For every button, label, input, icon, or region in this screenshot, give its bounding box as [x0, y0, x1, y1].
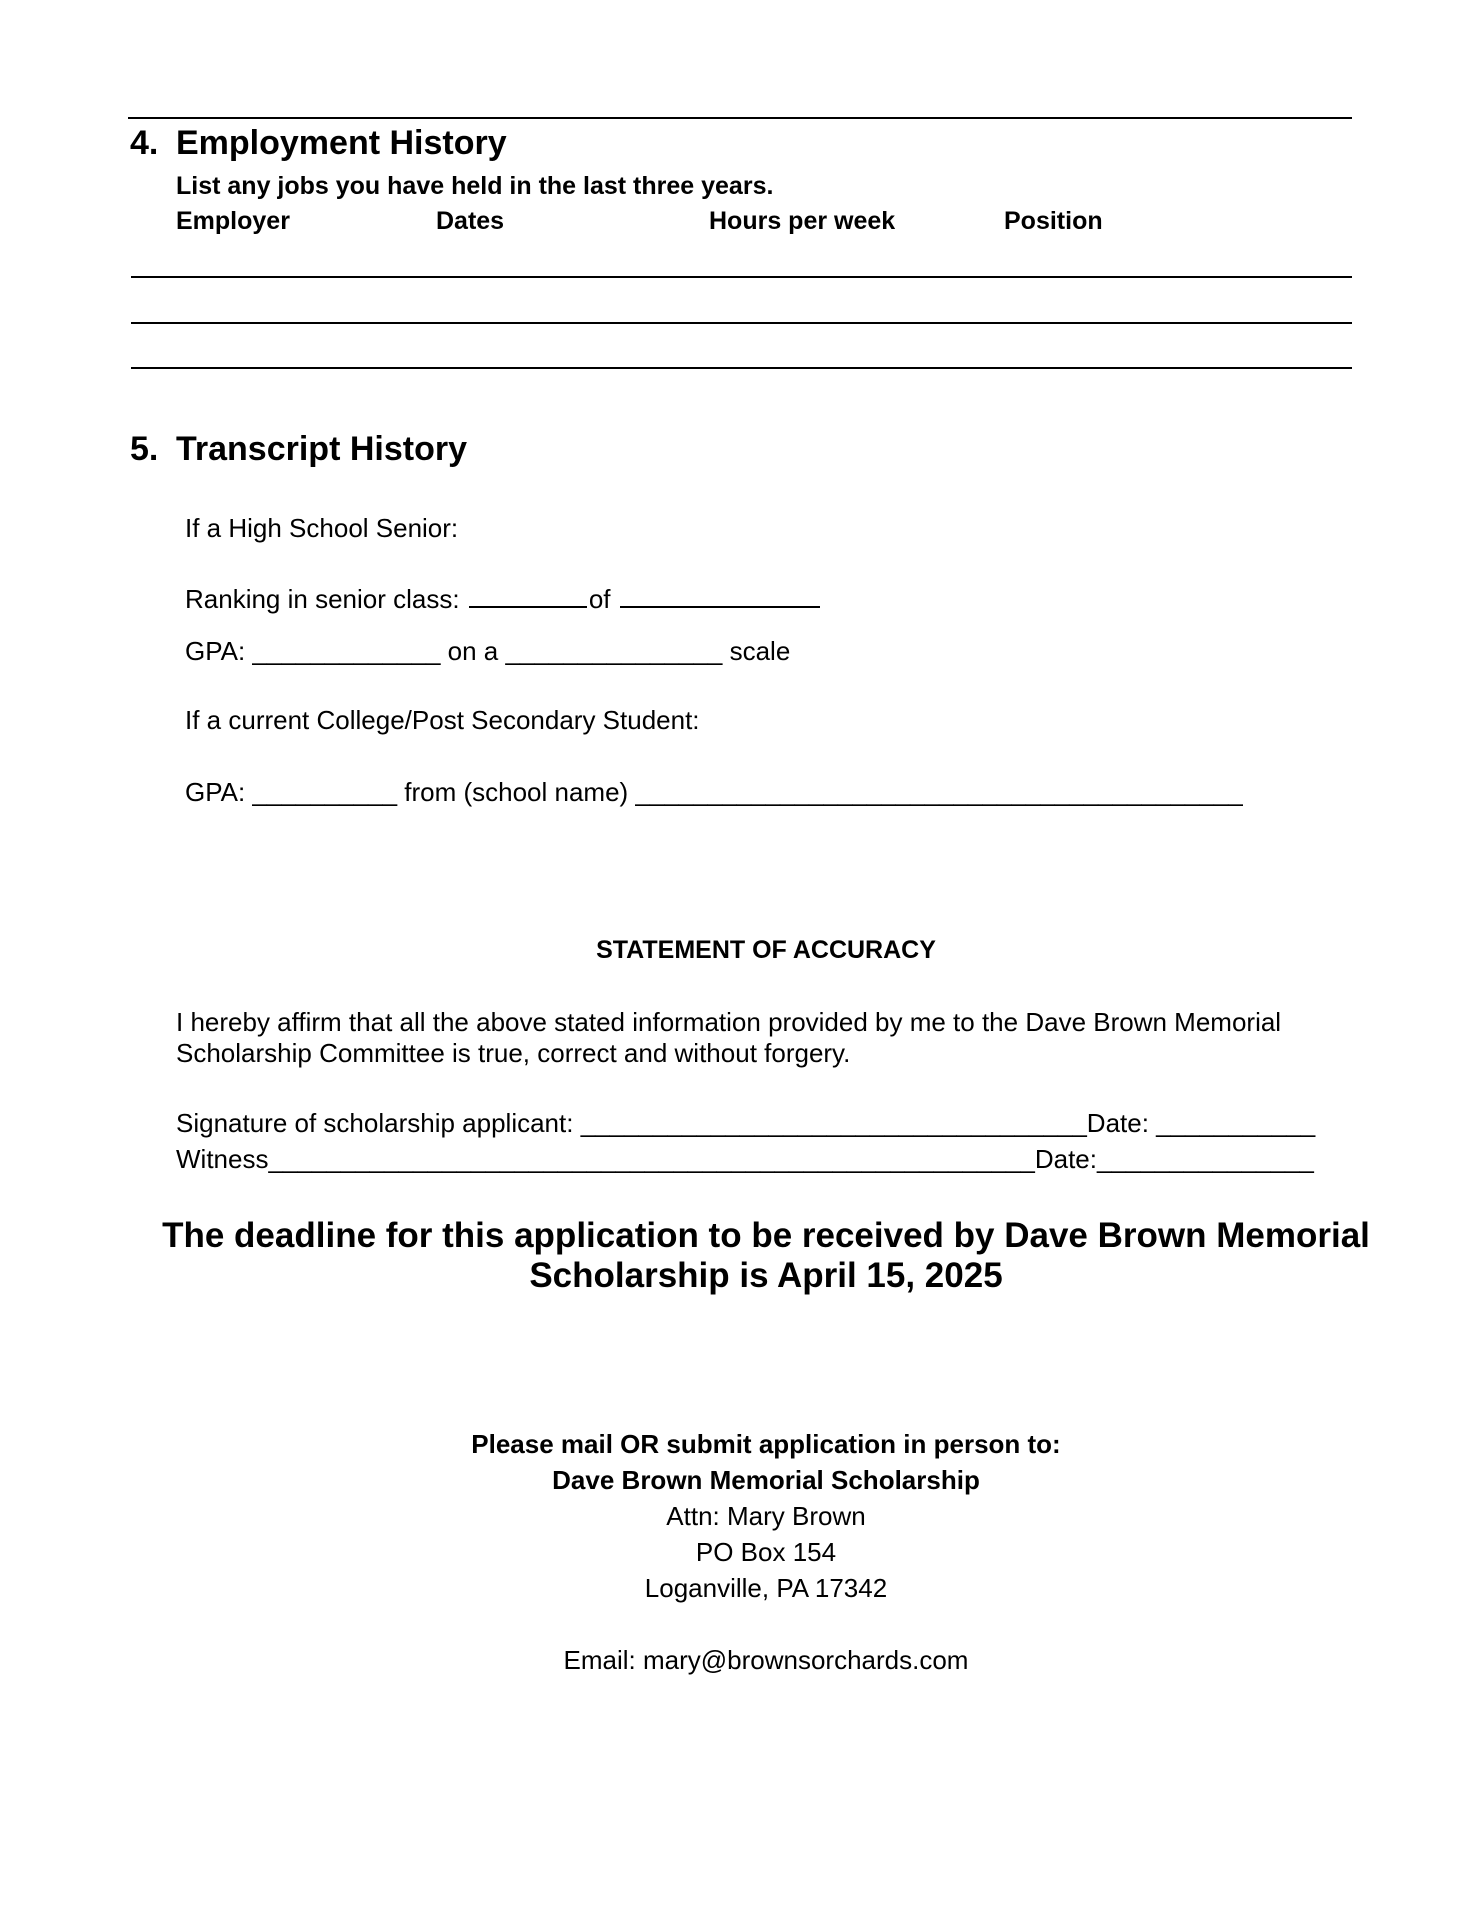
transcript-section-number: 5. [130, 430, 159, 468]
column-hours-per-week: Hours per week [709, 207, 896, 235]
employment-entry-line-3[interactable] [131, 367, 1352, 369]
ranking-of-label: of [588, 584, 611, 614]
signature-line[interactable]: Signature of scholarship applicant: ___________________________________Date: ___________ [176, 1108, 1316, 1138]
deadline-notice [24, 1216, 1484, 1296]
deadline-line-2: Scholarship is April 15, 2025 [529, 1256, 1003, 1295]
mailing-email[interactable]: Email: mary@brownsorchards.com [563, 1645, 969, 1675]
employment-instruction: List any jobs you have held in the last three years. [176, 172, 774, 200]
high-school-heading: If a High School Senior: [185, 513, 459, 543]
column-employer: Employer [176, 207, 290, 235]
ranking-position-field[interactable] [469, 605, 587, 608]
mailing-org: Dave Brown Memorial Scholarship [552, 1465, 980, 1495]
mailing-block [24, 1426, 1484, 1678]
employment-section-title: Employment History [176, 124, 507, 162]
employment-entry-line-2[interactable] [131, 322, 1352, 324]
ranking-total-field[interactable] [620, 605, 820, 608]
top-divider [128, 117, 1352, 119]
column-dates: Dates [436, 207, 505, 235]
college-heading: If a current College/Post Secondary Student: [185, 705, 700, 735]
witness-line[interactable]: Witness_____________________________________________________Date:_______________ [176, 1144, 1314, 1174]
hs-gpa-line[interactable]: GPA: _____________ on a _______________ scale [185, 636, 791, 666]
mailing-heading: Please mail OR submit application in person to: [471, 1429, 1061, 1459]
column-position: Position [1004, 207, 1103, 235]
mailing-city: Loganville, PA 17342 [644, 1573, 888, 1603]
employment-section-number: 4. [130, 124, 159, 162]
mailing-po-box: PO Box 154 [695, 1537, 837, 1567]
transcript-section-title: Transcript History [176, 430, 467, 468]
deadline-line-1: The deadline for this application to be received by Dave Brown Memorial [162, 1216, 1370, 1255]
statement-text-line-2: Scholarship Committee is true, correct and without forgery. [176, 1038, 851, 1068]
ranking-row [185, 584, 822, 615]
statement-title: STATEMENT OF ACCURACY [596, 936, 936, 964]
ranking-label: Ranking in senior class: [185, 584, 460, 614]
employment-entry-line-1[interactable] [131, 276, 1352, 278]
mailing-attn: Attn: Mary Brown [666, 1501, 866, 1531]
college-gpa-line[interactable]: GPA: __________ from (school name) __________________________________________ [185, 777, 1243, 807]
statement-text-line-1: I hereby affirm that all the above stated information provided by me to the Dave Brown Memorial [176, 1007, 1282, 1037]
